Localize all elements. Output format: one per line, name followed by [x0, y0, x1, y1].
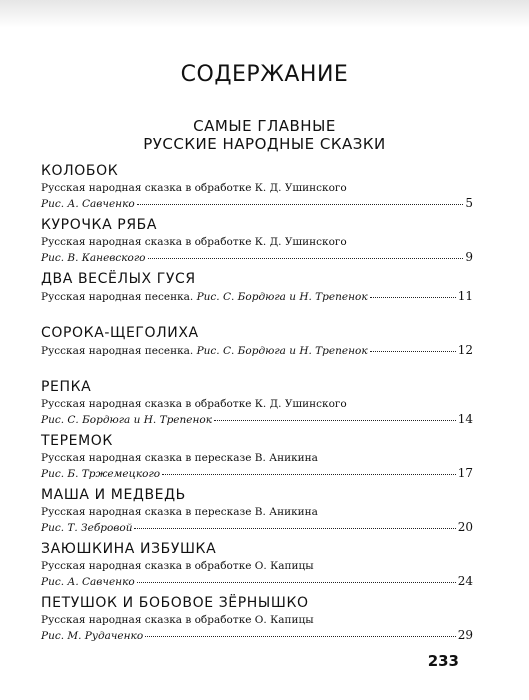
toc-entry-title: ЗАЮШКИНА ИЗБУШКА [41, 541, 217, 557]
dot-leader [370, 297, 456, 298]
toc-entry-desc-text: Русская народная сказка в обработке К. Д. Ушинского [41, 398, 347, 410]
dot-leader [145, 636, 456, 637]
toc-entry-illustrator: Рис. Б. Тржемецкого [41, 468, 161, 480]
toc-entry-illustrator: Рис. Т. Зебровой [41, 522, 133, 534]
toc-entry-illustrator: Рис. А. Савченко [41, 198, 135, 210]
toc-entry-title: ПЕТУШОК И БОБОВОЕ ЗЁРНЫШКО [41, 595, 309, 611]
toc-entry-illustrator: Рис. С. Бордюга и Н. Трепенок [196, 291, 368, 303]
toc-entry-description [41, 235, 473, 250]
toc-entry-title: ТЕРЕМОК [41, 433, 113, 449]
toc-entry-page-line [41, 196, 473, 211]
page-number: 233 [427, 652, 459, 670]
toc-entry-illustrator: Рис. М. Рудаченко [41, 630, 144, 642]
toc-entry-page: 20 [457, 520, 473, 534]
toc-entry [41, 593, 473, 647]
toc-entry [41, 269, 473, 323]
toc-entry-illustrator: Рис. А. Савченко [41, 576, 135, 588]
toc-entry-title: СОРОКА-ЩЕГОЛИХА [41, 325, 199, 341]
toc-entry-desc-text: Русская народная песенка. [41, 291, 194, 303]
dot-leader [134, 528, 455, 529]
toc-entry-title: МАША И МЕДВЕДЬ [41, 487, 186, 503]
toc-entry-description [41, 451, 473, 466]
toc-entry-page: 29 [457, 628, 473, 642]
toc-entry-illustrator: Рис. С. Бордюга и Н. Трепенок [196, 345, 368, 357]
toc-entry-page: 5 [465, 196, 473, 210]
toc-entry-page: 12 [457, 343, 473, 357]
toc-entry-desc-text: Русская народная песенка. [41, 345, 194, 357]
page-title: СОДЕРЖАНИЕ [180, 62, 349, 87]
toc-entry-description [41, 181, 473, 196]
dot-leader [370, 351, 456, 352]
toc-entry [41, 377, 473, 431]
toc-entry-title: ДВА ВЕСЁЛЫХ ГУСЯ [41, 271, 196, 287]
toc-entry-page-line [41, 412, 473, 427]
toc-entry-page-line [41, 574, 473, 589]
toc-entry [41, 539, 473, 593]
toc-entry [41, 161, 473, 215]
dot-leader [137, 204, 464, 205]
toc-entry [41, 323, 473, 377]
toc-entry-desc-text: Русская народная сказка в пересказе В. Аникина [41, 452, 318, 464]
dot-leader [162, 474, 456, 475]
toc-entry-page: 11 [457, 289, 473, 303]
toc-entry [41, 485, 473, 539]
toc-entry-page: 14 [457, 412, 473, 426]
toc-entry-title: КУРОЧКА РЯБА [41, 217, 158, 233]
toc-entry-description [41, 397, 473, 412]
toc-entry-desc-text: Русская народная сказка в обработке О. Капицы [41, 560, 314, 572]
toc-entry-title: РЕПКА [41, 379, 92, 395]
toc-entry [41, 215, 473, 269]
toc-list [41, 161, 473, 647]
dot-leader [148, 258, 464, 259]
section-heading [0, 117, 529, 153]
toc-entry-page: 9 [465, 250, 473, 264]
toc-entry-page: 24 [457, 574, 473, 588]
toc-entry-desc-text: Русская народная сказка в пересказе В. Аникина [41, 506, 318, 518]
toc-entry-desc-text: Русская народная сказка в обработке К. Д. Ушинского [41, 182, 347, 194]
toc-entry-description [41, 613, 473, 628]
toc-entry-page-line [41, 628, 473, 643]
toc-entry [41, 431, 473, 485]
dot-leader [214, 420, 456, 421]
page-top-shadow [0, 0, 529, 28]
section-heading-line-2: РУССКИЕ НАРОДНЫЕ СКАЗКИ [143, 135, 386, 153]
toc-entry-description [41, 505, 473, 520]
toc-entry-page-line [41, 250, 473, 265]
toc-entry-page-line [41, 466, 473, 481]
dot-leader [137, 582, 456, 583]
toc-entry-illustrator: Рис. С. Бордюга и Н. Трепенок [41, 414, 213, 426]
toc-entry-page-line [41, 520, 473, 535]
toc-entry-page-line [41, 343, 473, 358]
toc-entry-description [41, 559, 473, 574]
toc-entry-illustrator: Рис. В. Каневского [41, 252, 146, 264]
section-heading-line-1: САМЫЕ ГЛАВНЫЕ [193, 117, 336, 135]
toc-entry-page: 17 [457, 466, 473, 480]
toc-entry-title: КОЛОБОК [41, 163, 119, 179]
toc-entry-page-line [41, 289, 473, 304]
toc-entry-desc-text: Русская народная сказка в обработке К. Д. Ушинского [41, 236, 347, 248]
toc-entry-desc-text: Русская народная сказка в обработке О. Капицы [41, 614, 314, 626]
